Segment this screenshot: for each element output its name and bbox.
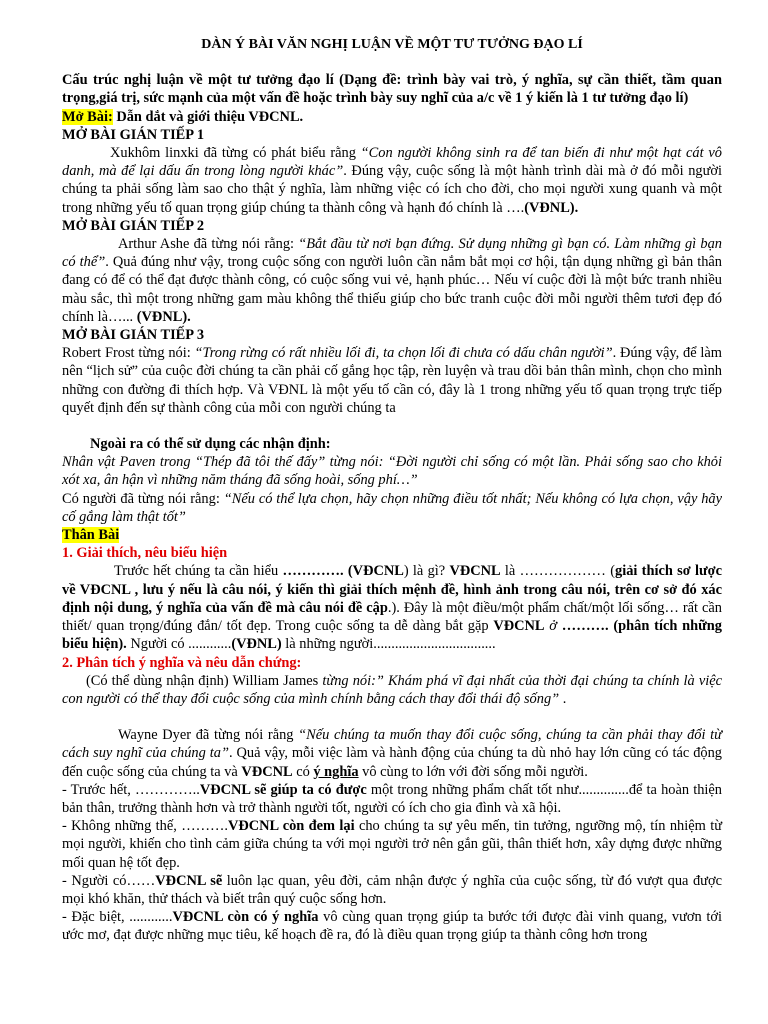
mb1-heading: MỞ BÀI GIÁN TIẾP 1 bbox=[62, 126, 205, 143]
mb2-body: . Quả đúng như vậy, trong cuộc sống con người luôn cần nắm bắt mọi cơ hội, tận dụng những gì bản thân đang có để có thể đạt được thành công, có cuộc sống vui vẻ, hạnh phúc… Nếu ví cuộc đời là một bức tranh nhiều màu sắc, thì một trong những gam màu không thể thiếu giúp cho bức tranh cuộc đời mỗi người thêm tươi đẹp đó chính là…... bbox=[62, 254, 723, 325]
s1-e: là ……………… ( bbox=[500, 563, 616, 580]
mb1-paragraph bbox=[62, 144, 722, 217]
wayne-lead: Wayne Dyer đã từng nói rằng bbox=[118, 727, 299, 744]
s1-d: VĐCNL bbox=[449, 563, 501, 580]
wayne-d: có bbox=[292, 763, 314, 780]
spacer bbox=[62, 708, 722, 726]
section-2-heading: 2. Phân tích ý nghĩa và nêu dẫn chứng: bbox=[62, 654, 302, 671]
bullet-body: một trong những phẩm chất tốt như..............để ta hoàn thiện bản thân, trưởng thành hơn và trở thành người tốt, người có ích cho gia đình và xã hội. bbox=[62, 781, 722, 816]
wayne-body: . Quả vậy, mỗi việc làm và hành động của chúng ta dù nhỏ hay lớn cũng có tác động đến cuộc sống của chúng ta và bbox=[62, 745, 722, 780]
bullet-key: VĐCNL còn có ý nghĩa bbox=[172, 909, 319, 926]
s1-j: ………. (phân tích những biểu hiện). bbox=[62, 618, 722, 653]
mb3-lead: Robert Frost từng nói: bbox=[62, 345, 195, 362]
document-title: DÀN Ý BÀI VĂN NGHỊ LUẬN VỀ MỘT TƯ TƯỞNG ĐẠO LÍ bbox=[201, 37, 583, 52]
mb2-end: (VĐNL). bbox=[136, 308, 191, 325]
structure-paragraph: Cấu trúc nghị luận về một tư tưởng đạo lí (Dạng đề: trình bày vai trò, ý nghĩa, sự cần thiết, tầm quan trọng,giá trị, sức mạnh của một vấn đề hoặc trình bày suy nghĩ của a/c về 1 ý kiến là 1 tư tưởng đạo lí) bbox=[62, 72, 722, 107]
section-1-heading: 1. Giải thích, nêu biểu hiện bbox=[62, 545, 228, 562]
bullet-key: VĐCNL còn đem lại bbox=[227, 818, 355, 835]
wayne-end: vô cùng to lớn với đời sống mỗi người. bbox=[358, 763, 588, 780]
s2-quote: từng nói:” Khám phá vĩ đại nhất của thời đại chúng ta chính là việc con người có thể thay đổi cuộc sống của mình chính bằng cách thay đổi thái độ sống” bbox=[62, 672, 722, 707]
s1-k: Người có ............ bbox=[126, 636, 232, 653]
wayne-y-nghia: ý nghĩa bbox=[313, 763, 359, 780]
mb1-end: (VĐNL). bbox=[524, 199, 579, 216]
mb3-body: . Đúng vậy, để làm nên “lịch sử” của cuộc đời chúng ta cần phải cố gắng học tập, rèn luyện và trau dồi bản thân mình, chọn cho mình những con đường đi thích hợp. Và VĐNL là một yếu tố cần có, đây là 1 trong những yếu tố quan trọng trực tiếp quyết định đến sự thành công của mỗi con người chúng ta bbox=[62, 345, 722, 416]
bullet-key: VĐCNL sẽ giúp ta có được bbox=[199, 781, 367, 798]
mb3-paragraph bbox=[62, 344, 722, 417]
s1-f: giải thích sơ lược về VĐCNL , lưu ý nếu là câu nói, ý kiến thì giải thích mệnh đề, hình ảnh trong câu nói, trên cơ sở đó xác định nội dung, ý nghĩa của vấn đề mà câu nói đề cập bbox=[62, 563, 722, 616]
other-heading: Ngoài ra có thể sử dụng các nhận định: bbox=[90, 436, 331, 453]
bullet-lead: - Người có…… bbox=[62, 872, 156, 889]
s1-i: ở bbox=[544, 618, 562, 635]
bullet-item bbox=[62, 781, 722, 817]
other-quote-2-text: “Nếu có thể lựa chọn, hãy chọn những điều tốt nhất; Nếu không có lựa chọn, vậy hãy cố gắng làm thật tốt” bbox=[62, 490, 723, 525]
mo-bai-label: Mở Bài: bbox=[62, 108, 113, 125]
bullet-lead: - Không những thế, ………. bbox=[62, 818, 228, 835]
bullet-lead: - Trước hết, ………….. bbox=[62, 781, 200, 798]
other-quote-2 bbox=[62, 490, 722, 526]
mb1-quote: “Con người không sinh ra để tan biến đi như một hạt cát vô danh, mà để lại dấu ấn trong lòng người khác” bbox=[62, 145, 722, 180]
than-bai-label: Thân Bài bbox=[62, 527, 120, 544]
bullet-key: VĐCNL sẽ bbox=[155, 872, 223, 889]
mb2-quote: “Bắt đầu từ nơi bạn đứng. Sử dụng những gì bạn có. Làm những gì bạn có thể” bbox=[62, 236, 722, 271]
bullet-item bbox=[62, 908, 722, 944]
mo-bai-line bbox=[62, 108, 722, 126]
section-2-paragraph bbox=[62, 672, 722, 708]
bullet-item bbox=[62, 817, 722, 872]
wayne-quote: “Nếu chúng ta muốn thay đổi cuộc sống, chúng ta cần phải thay đổi từ cách suy nghĩ của chúng ta” bbox=[62, 727, 722, 762]
bullet-body: luôn lạc quan, yêu đời, cảm nhận được ý nghĩa của cuộc sống, từ đó vượt qua được mọi khó khăn, thử thách và biết trân quý cuộc sống hơn. bbox=[62, 872, 722, 907]
mb2-paragraph bbox=[62, 235, 722, 326]
s1-m: là những người.................................. bbox=[281, 636, 496, 653]
mb3-quote: “Trong rừng có rất nhiều lối đi, ta chọn lối đi chưa có dấu chân người” bbox=[194, 345, 613, 362]
mb1-body: . Đúng vậy, cuộc sống là một hành trình dài mà ở đó mỗi người chúng ta phải sống làm sao cho thật ý nghĩa, làm những việc có ích cho đời, cho mọi người xung quanh và một trong những yếu tố quan trọng giúp chúng ta thành công và hạnh đó chính là …. bbox=[62, 163, 722, 216]
bullet-item bbox=[62, 872, 722, 908]
than-bai-line bbox=[62, 526, 722, 544]
bullet-lead: - Đặc biệt, ............ bbox=[62, 909, 173, 926]
s1-l: (VĐNL) bbox=[231, 636, 282, 653]
wayne-vdcnl: VĐCNL bbox=[241, 763, 293, 780]
bullet-body: vô cùng quan trọng giúp ta bước tới được đài vinh quang, vươn tới ước mơ, đạt được những mục tiêu, kế hoạch đề ra, đó là điều quan trọng giúp ta thành công hơn trong bbox=[62, 909, 722, 944]
spacer bbox=[62, 417, 722, 435]
s2-a: (Có thể dùng nhận định) William James bbox=[86, 672, 323, 689]
other-quote-1: Nhân vật Paven trong “Thép đã tôi thế đấy” từng nói: “Đời người chỉ sống có một lần. Phải sống sao cho khỏi xót xa, ân hận vì những năm tháng đã sống hoài, sống phí…” bbox=[62, 454, 722, 489]
mo-bai-text: Dẫn dắt và giới thiệu VĐCNL. bbox=[112, 108, 304, 125]
mb1-lead: Xukhôm linxki đã từng có phát biểu rằng bbox=[110, 145, 361, 162]
section-1-paragraph bbox=[62, 562, 722, 653]
mb2-lead: Arthur Ashe đã từng nói rằng: bbox=[118, 236, 299, 253]
s1-b: …………. (VĐCNL bbox=[282, 563, 404, 580]
other-quote-2-lead: Có người đã từng nói rằng: bbox=[62, 490, 224, 507]
wayne-paragraph bbox=[62, 726, 722, 781]
s1-h: VĐCNL bbox=[493, 618, 545, 635]
bullet-body: cho chúng ta sự yêu mến, tin tưởng, ngưỡng mộ, tín nhiệm từ mọi người, khiến cho tình cảm giữa chúng ta với mọi người trở nên gắn gũi, thân thiết hơn, xây dựng được những mối quan hệ tốt đẹp. bbox=[62, 818, 722, 871]
s2-c: . bbox=[559, 690, 567, 707]
mb3-heading: MỞ BÀI GIÁN TIẾP 3 bbox=[62, 327, 205, 344]
s1-g: .). Đây là một điều/một phẩm chất/một lối sống… rất cần thiết/ quan trọng/đúng đắn/ tốt đẹp. Trong cuộc sống ta dễ dàng bắt gặp bbox=[62, 599, 722, 635]
s1-a: Trước hết chúng ta cần hiểu bbox=[114, 563, 283, 580]
s1-c: ) là gì? bbox=[403, 563, 450, 580]
mb2-heading: MỞ BÀI GIÁN TIẾP 2 bbox=[62, 217, 205, 234]
